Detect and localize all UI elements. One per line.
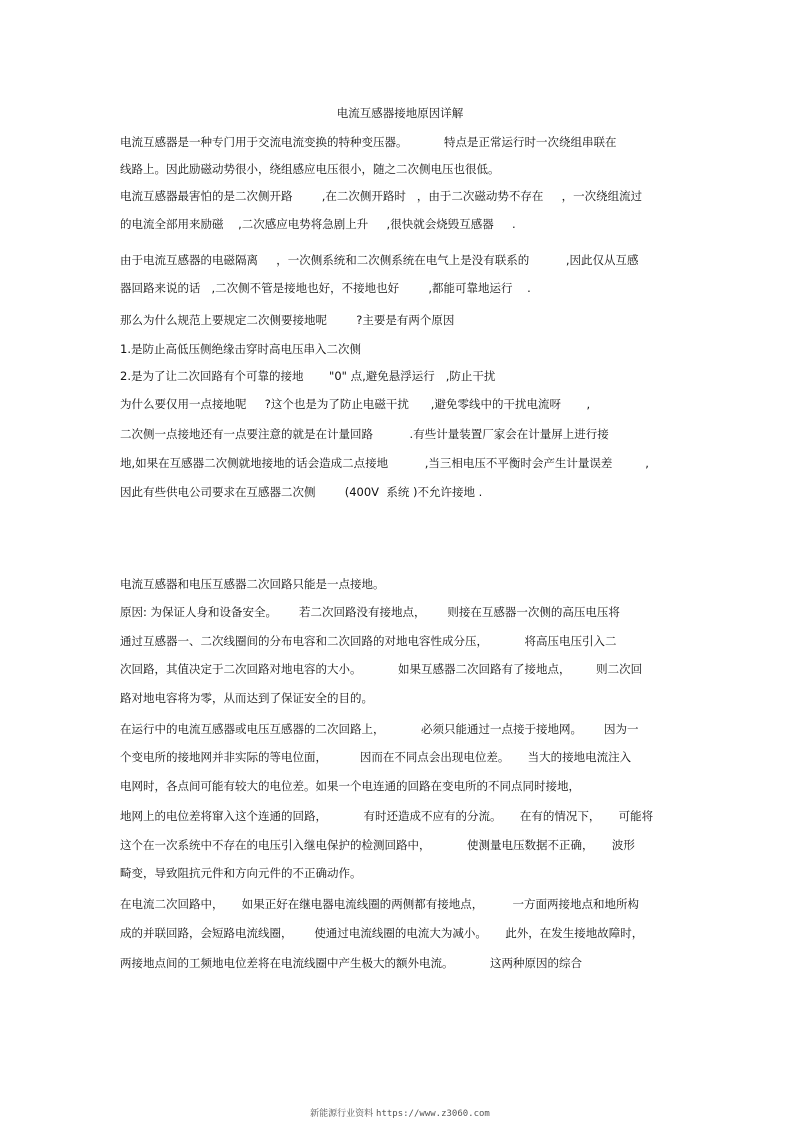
paragraph-line: 的电流全部用来励磁 ,二次感应电势将急剧上升 ,很快就会烧毁互感器 . <box>120 217 516 231</box>
paragraph-line: 由于电流互感器的电磁隔离 ，一次侧系统和二次侧系统在电气上是没有联系的 ,因此仅从互感 <box>120 253 639 267</box>
paragraph-line: 地,如果在互感器二次侧就地接地的话会造成二点接地 ,当三相电压不平衡时会产生计量误差 , <box>120 456 649 470</box>
paragraph-line: 那么为什么规范上要规定二次侧要接地呢 ?主要是有两个原因 <box>120 313 455 327</box>
paragraph-line: 在运行中的电流互感器或电压互感器的二次回路上， 必须只能通过一点接于接地网。 因为一 <box>120 722 639 736</box>
paragraph-line: 电网时，各点间可能有较大的电位差。如果一个电连通的回路在变电所的不同点同时接地， <box>120 779 580 793</box>
paragraph-line: 电流互感器最害怕的是二次侧开路 ,在二次侧开路时 ，由于二次磁动势不存在 ，一次绕组流过 <box>120 189 643 203</box>
paragraph-line: 次回路，其值决定于二次回路对地电容的大小。 如果互感器二次回路有了接地点， 则二次回 <box>120 662 643 676</box>
paragraph-line: 电流互感器是一种专门用于交流电流变换的特种变压器。 特点是正常运行时一次绕组串联在 <box>120 135 617 149</box>
paragraph-line: 因此有些供电公司要求在互感器二次侧 (400V 系统 )不允许接地 . <box>120 485 483 499</box>
paragraph-line: 2.是为了让二次回路有个可靠的接地 "0" 点,避免悬浮运行 ,防止干扰 <box>120 369 496 383</box>
paragraph-line: 为什么要仅用一点接地呢 ?这个也是为了防止电磁干扰 ,避免零线中的干扰电流呀 , <box>120 397 591 411</box>
paragraph-line: 二次侧一点接地还有一点要注意的就是在计量回路 .有些计量装置厂家会在计量屏上进行接 <box>120 427 609 441</box>
paragraph-line: 畸变，导致阻抗元件和方向元件的不正确动作。 <box>120 866 362 880</box>
paragraph-line: 成的并联回路，会短路电流线圈， 使通过电流线圈的电流大为减小。 此外，在发生接地故障时， <box>120 926 644 940</box>
footer-site-name: 新能源行业资料 <box>310 1109 374 1119</box>
paragraph-line: 这个在一次系统中不存在的电压引入继电保护的检测回路中， 使测量电压数据不正确， 波形 <box>120 838 635 852</box>
paragraph-line: 1.是防止高低压侧绝缘击穿时高电压串入二次侧 <box>120 342 361 356</box>
paragraph-line: 线路上。因此励磁动势很小，绕组感应电压很小，随之二次侧电压也很低。 <box>120 162 500 176</box>
paragraph-line: 在电流二次回路中， 如果正好在继电器电流线圈的两侧都有接地点， 一方面两接地点和地所构 <box>120 897 640 911</box>
paragraph-line: 路对地电容将为零，从而达到了保证安全的目的。 <box>120 691 373 705</box>
page-footer <box>0 1108 800 1120</box>
paragraph-line: 通过互感器一、二次线圈间的分布电容和二次回路的对地电容性成分压， 将高压电压引入二 <box>120 634 617 648</box>
document-title: 电流互感器接地原因详解 <box>336 106 464 120</box>
paragraph-line: 个变电所的接地网并非实际的等电位面， 因而在不同点会出现电位差。 当大的接地电流注入 <box>120 750 632 764</box>
paragraph-line: 电流互感器和电压互感器二次回路只能是一点接地。 <box>120 577 385 591</box>
footer-url[interactable]: https://www.z3060.com <box>376 1109 490 1119</box>
paragraph-line: 器回路来说的话 ,二次侧不管是接地也好，不接地也好 ,都能可靠地运行 . <box>120 281 531 295</box>
paragraph-line: 原因: 为保证人身和设备安全。 若二次回路没有接地点， 则接在互感器一次侧的高压电压将 <box>120 605 620 619</box>
paragraph-line: 地网上的电位差将窜入这个连通的回路， 有时还造成不应有的分流。 在有的情况下， 可能将 <box>120 809 654 823</box>
paragraph-line: 两接地点间的工频地电位差将在电流线圈中产生极大的额外电流。 这两种原因的综合 <box>120 956 583 970</box>
